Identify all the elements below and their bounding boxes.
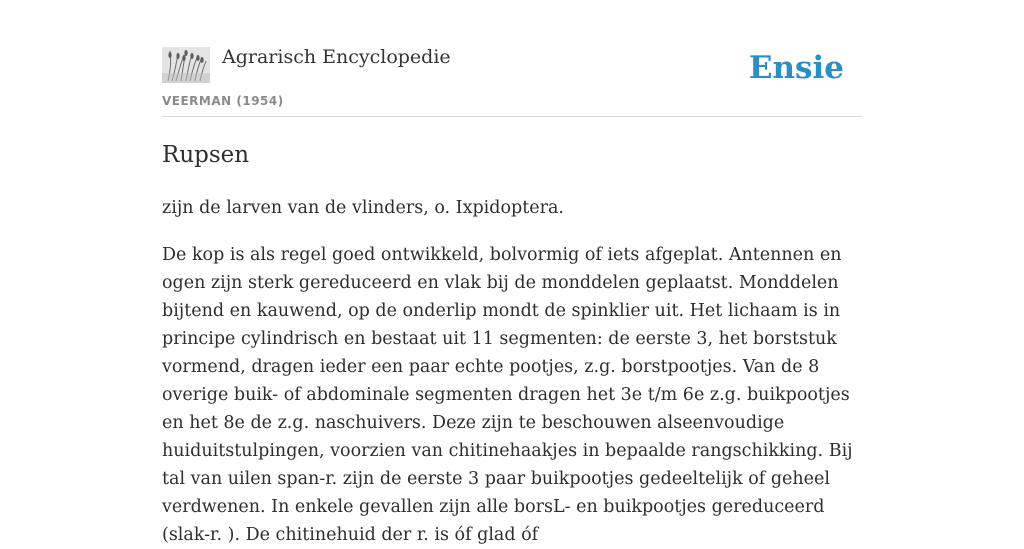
source-header — [162, 44, 862, 117]
article — [162, 138, 862, 549]
article-lead: zijn de larven van de vlinders, o. Ixpidoptera. — [162, 198, 564, 218]
ensie-logo-link[interactable]: Ensie — [748, 50, 844, 86]
source-title[interactable]: Agrarisch Encyclopedie — [222, 46, 451, 68]
wheat-engraving-icon — [162, 47, 210, 83]
article-title: Rupsen — [162, 142, 250, 168]
article-body: De kop is als regel goed ontwikkeld, bolvormig of iets afgeplat. Antennen en ogen zijn sterk gereduceerd en vlak bij de monddelen geplaatst. Monddelen bijtend en kauwend, op de onderlip mondt de spinklier uit. Het lichaam is in principe cylindrisch en bestaat uit 11 segmenten: de eerste 3, het borststuk vormend, dragen ieder een paar echte pootjes, z.g. borstpootjes. Van de 8 overige buik- of abdominale segmenten dragen het 3e t/m 6e z.g. buikpootjes en het 8e de z.g. naschuivers. Deze zijn te beschouwen alseenvoudige huiduitstulpingen, voorzien van chitinehaakjes in bepaalde rangschikking. Bij tal van uilen span-r. zijn de eerste 3 paar buikpootjes gedeeltelijk of geheel verdwenen. In enkele gevallen zijn alle borsL- en buikpootjes gereduceerd (slak-r. ). De chitinehuid der r. is óf glad óf — [162, 245, 853, 545]
source-author-year: VEERMAN (1954) — [162, 94, 284, 108]
